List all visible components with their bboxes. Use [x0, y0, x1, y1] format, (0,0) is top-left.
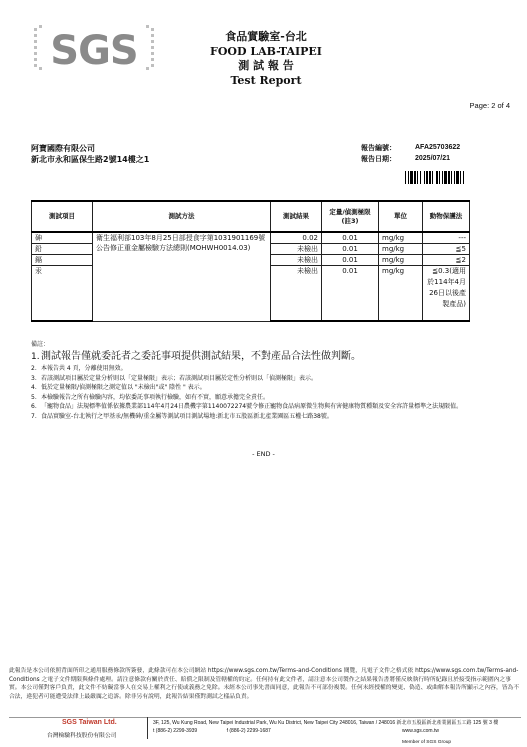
barcode-bar: [414, 171, 416, 184]
cell-unit: mg/kg: [379, 255, 423, 266]
contact-line: [153, 728, 299, 734]
report-title-en: Test Report: [230, 73, 302, 87]
cell-result: 未檢出: [271, 244, 322, 255]
cell-regulation: ≦5: [423, 244, 470, 255]
col-header-result: 測試結果: [271, 201, 322, 232]
logo-text: SGS: [50, 28, 138, 74]
customer-address: 新北市永和區保生路2號14樓之1: [31, 155, 150, 164]
cell-item: 汞: [32, 266, 93, 322]
barcode-bar: [424, 171, 425, 184]
page-number: Page: 2 of 4: [469, 101, 510, 110]
cell-item: 砷: [32, 232, 93, 244]
note-item: 7. 食品實驗室-台北執行之甲基汞/無機砷/重金屬等測試項目測試場地:新北市五股區新北產業園區五權七路38號。: [31, 412, 333, 420]
fax-number: f (886-2) 2299-1687: [226, 728, 271, 734]
cell-regulation: ≦0.3(適用於114年4月26日以後產製產品): [423, 266, 470, 322]
barcode-bar: [442, 171, 443, 184]
notes-list: [31, 350, 501, 422]
col-header-unit: 單位: [379, 201, 423, 232]
barcode-bar: [439, 171, 440, 184]
report-date-label: 報告日期：: [361, 154, 396, 163]
barcode-bar: [429, 171, 431, 184]
barcode-bar: [436, 171, 438, 184]
note-item: 3. 若該測試項目屬於定量分析則以「定量極限」表示；若該測試項目屬於定性分析則以「偵測極限」表示。: [31, 374, 318, 382]
end-marker: - END -: [252, 450, 275, 458]
barcode-bar: [456, 171, 459, 184]
note-text: 「寵物食品」法規標準值係依據農業部114年4月24日農機字第1140072274號令修正寵物食品病原微生物與有害健康物質種類及安全容許量標準之法規限值。: [41, 403, 463, 411]
cell-result: 0.02: [271, 232, 322, 244]
note-text: 低於定量極限/偵測極限之測定值以 "未檢出"或" 陰性 " 表示。: [41, 384, 206, 392]
customer-block: [31, 143, 149, 165]
company-name-en: SGS Taiwan Ltd.: [62, 719, 117, 726]
cell-result: 未檢出: [271, 266, 322, 322]
barcode: [405, 171, 485, 184]
report-meta: [361, 143, 460, 164]
barcode-bar: [426, 171, 428, 184]
report-no-label: 報告編號：: [361, 144, 396, 152]
cell-limit: 0.01: [322, 232, 379, 244]
barcode-bar: [454, 171, 455, 184]
barcode-bar: [420, 171, 421, 184]
result-table: [31, 200, 470, 322]
cell-limit: 0.01: [322, 255, 379, 266]
customer-name: 阿寶國際有限公司: [31, 144, 95, 153]
footer-divider: [9, 717, 521, 718]
barcode-bar: [410, 171, 413, 184]
cell-unit: mg/kg: [379, 232, 423, 244]
col-header-item: 測試項目: [32, 201, 93, 232]
note-item: 4. 低於定量極限/偵測極限之測定值以 "未檢出"或" 陰性 " 表示。: [31, 384, 206, 392]
barcode-bar: [417, 171, 418, 184]
lab-title-block: [200, 30, 332, 88]
footer-vertical-divider: [147, 717, 148, 739]
note-text: 本報告共 4 頁，分離使用無效。: [41, 365, 127, 372]
cell-item: 鎘: [32, 255, 93, 266]
company-name-zh: 台灣檢驗科技股份有限公司: [47, 733, 117, 739]
note-text: 食品實驗室-台北執行之甲基汞/無機砷/重金屬等測試項目測試場地:新北市五股區新北產業園區五權七路38號。: [41, 412, 333, 420]
cell-limit: 0.01: [322, 266, 379, 322]
sgs-logo: [34, 22, 164, 77]
barcode-bar: [451, 171, 452, 184]
note-text: 若該測試項目屬於定量分析則以「定量極限」表示；若該測試項目屬於定性分析則以「偵測極限」表示。: [41, 374, 318, 382]
cell-method: 衛生福利部103年8月25日部授食字第1031901169號公告修正重金屬檢驗方法總則(MOHWH0014.03): [93, 232, 271, 321]
report-date: 2025/07/21: [415, 154, 451, 162]
barcode-bar: [444, 171, 447, 184]
notes-title: 備註：: [31, 341, 50, 348]
barcode-bar: [463, 171, 464, 184]
report-title-zh: 測 試 報 告: [238, 59, 294, 72]
footer-disclaimer: 此報告是本公司依照背面所印之通用服務條款所簽發，此條款可在本公司網站 https://www.sgs.com.tw/Terms-and-Conditions 閱覽，凡電子文件之格式依 https://www.sgs.com.tw/Terms-and-Conditions 之電子文件期限與條件處理。請注意條款有關於責任、賠償之限制及管轄權的約定。任何持有此文件者，請注意本公司製作之結果報告書將僅反映執行時所紀錄且於接受指示範圍內之事實。本公司僅對客戶負責，此文件不妨礙當事人在交易上權利之行使或義務之免除。未經本公司事先書面同意，此報告不可部份複製。任何未經授權的變更、偽造、或曲解本報告所顯示之內容，皆為不合法，違犯者可能遭受法律上最嚴厲之追訴。除非另有說明，此報告結果僅對測試之樣品負責。: [9, 668, 520, 700]
col-header-regulation: 動物保護法: [423, 201, 470, 232]
table-header-row: [32, 201, 470, 232]
barcode-bar: [408, 171, 409, 184]
barcode-bar: [460, 171, 461, 184]
phone-number: t (886-2) 2299-3939: [153, 728, 198, 734]
barcode-bar: [405, 171, 406, 184]
note-item: 1. 測試報告僅就委託者之委託事項提供測試結果，不對產品合法性做判斷。: [31, 351, 361, 362]
cell-regulation: ≦2: [423, 255, 470, 266]
col-header-method: 測試方法: [93, 201, 271, 232]
member-of-group: Member of SGS Group: [402, 740, 452, 745]
cell-result: 未檢出: [271, 255, 322, 266]
lab-name-zh: 食品實驗室-台北: [225, 30, 307, 43]
cell-regulation: ---: [423, 232, 470, 244]
website-link[interactable]: www.sgs.com.tw: [402, 728, 439, 734]
cell-limit: 0.01: [322, 244, 379, 255]
note-text: 本檢驗報告之所有檢驗內容，均依委託事項執行檢驗，如有不實，願意承擔完全責任。: [41, 393, 270, 401]
note-item: 2. 本報告共 4 頁，分離使用無效。: [31, 365, 127, 372]
cell-item: 鉛: [32, 244, 93, 255]
report-no: AFA25703622: [415, 144, 461, 151]
lab-name-en: FOOD LAB-TAIPEI: [210, 44, 322, 58]
company-address: 3F, 125, Wu Kung Road, New Taipei Industrial Park, Wu Ku District, New Taipei City 248016, Taiwan / 248016 新北市五股區新北產業園區五工路 125 號 3 樓: [153, 720, 499, 726]
col-header-limit: 定量/偵測極限(註3): [322, 201, 379, 232]
cell-unit: mg/kg: [379, 244, 423, 255]
note-text: 測試報告僅就委託者之委託事項提供測試結果，不對產品合法性做判斷。: [41, 351, 361, 362]
table-row: [32, 232, 470, 244]
barcode-bar: [448, 171, 450, 184]
note-item: 6. 「寵物食品」法規標準值係依據農業部114年4月24日農機字第1140072274號令修正寵物食品病原微生物與有害健康物質種類及安全容許量標準之法規限值。: [31, 403, 463, 411]
cell-unit: mg/kg: [379, 266, 423, 322]
barcode-bar: [432, 171, 433, 184]
note-item: 5. 本檢驗報告之所有檢驗內容，均依委託事項執行檢驗，如有不實，願意承擔完全責任。: [31, 393, 270, 401]
